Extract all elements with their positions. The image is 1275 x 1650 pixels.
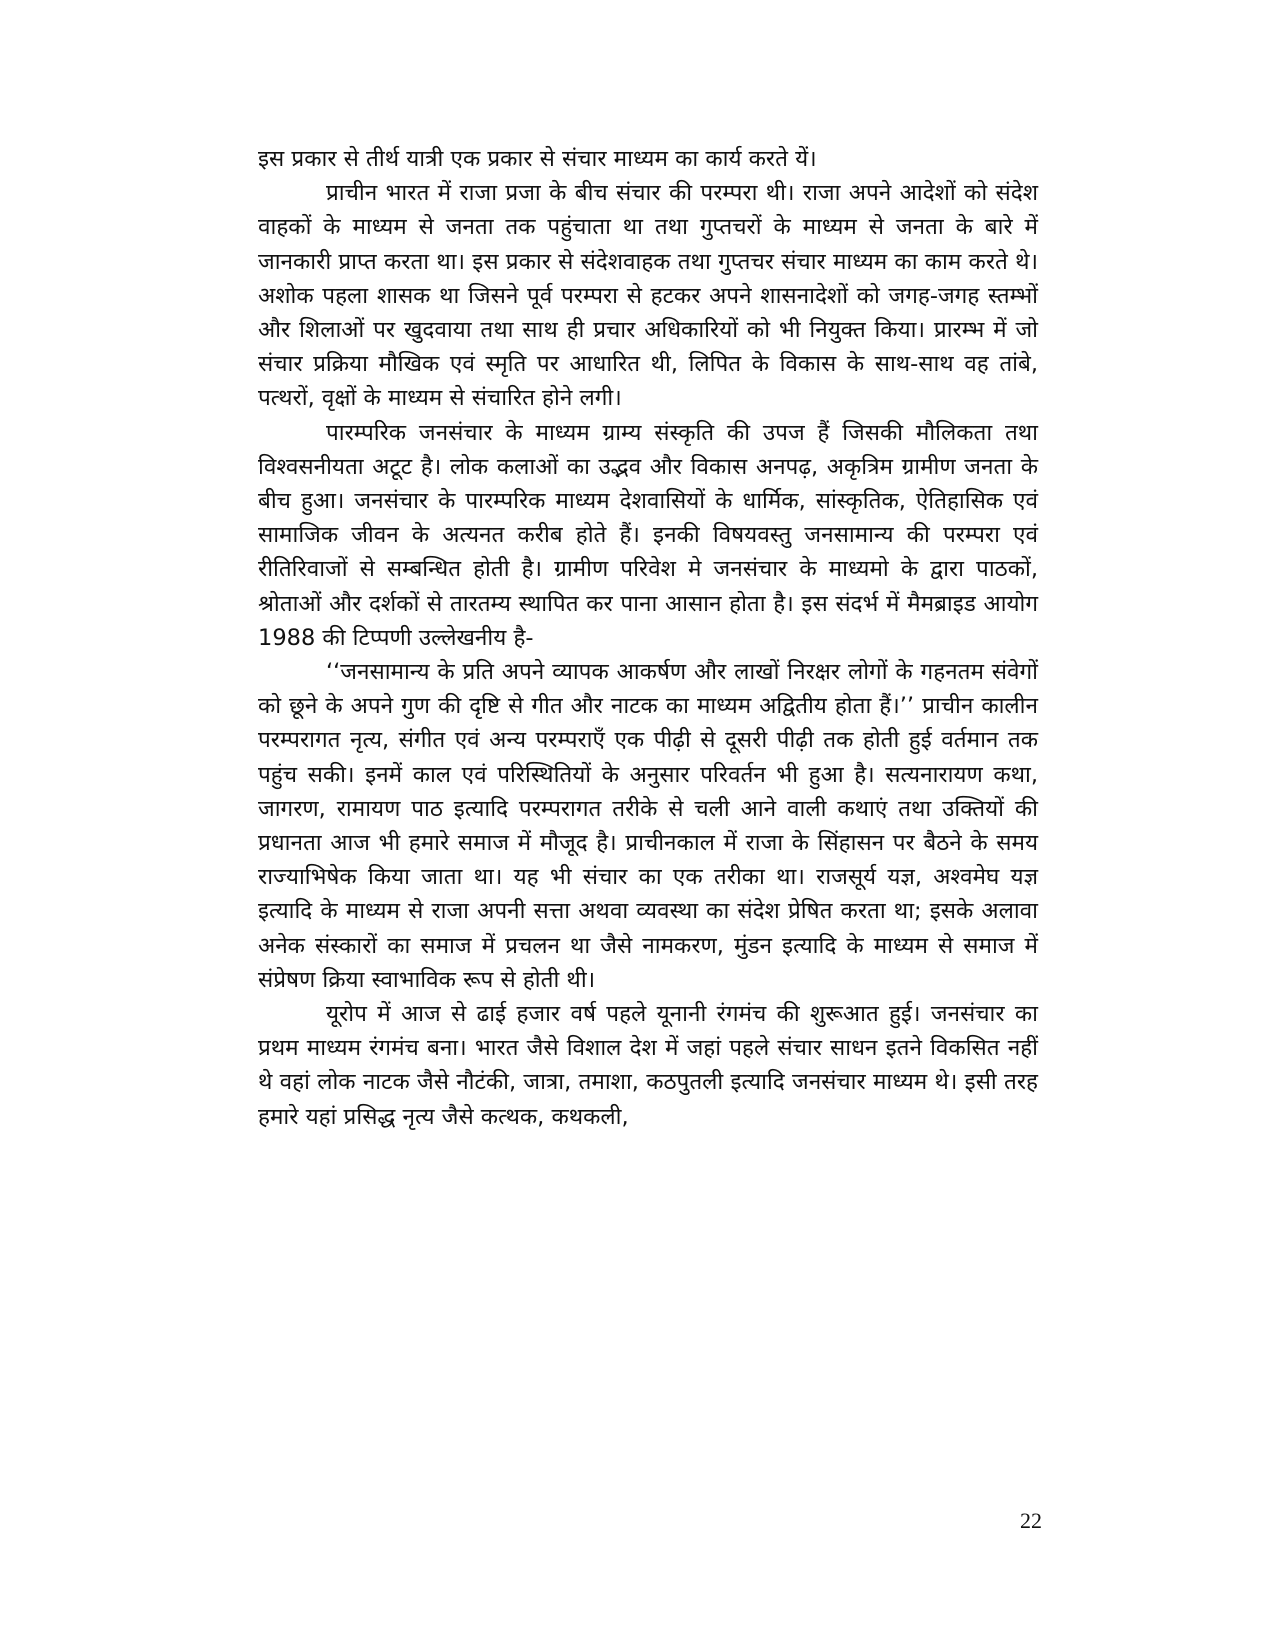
page-number: 22 [1020,1508,1042,1533]
paragraph-ancient-communication: प्राचीन भारत में राजा प्रजा के बीच संचार की परम्परा थी। राजा अपने आदेशों को संदेश वाहकों के माध्यम से जनता तक पहुंचाता था तथा गुप्तचरों के माध्यम से जनता के बारे में जानकारी प्राप्त करता था। इस प्रकार से संदेशवाहक तथा गुप्तचर संचार माध्यम का काम करते थे। अशोक पहला शासक था जिसने पूर्व परम्परा से हटकर अपने शासनादेशों को जगह-जगह स्तम्भों और शिलाओं पर खुदवाया तथा साथ ही प्रचार अधिकारियों को भी नियुक्त किया। प्रारम्भ में जो संचार प्रक्रिया मौखिक एवं स्मृति पर आधारित थी, लिपित के विकास के साथ-साथ वह तांबे, पत्थरों, वृक्षों के माध्यम से संचारित होने लगी। [258,180,1038,412]
paragraph-traditional-media: पारम्परिक जनसंचार के माध्यम ग्राम्य संस्कृति की उपज हैं जिसकी मौलिकता तथा विश्वसनीयता अटूट है। लोक कलाओं का उद्भव और विकास अनपढ़, अकृत्रिम ग्रामीण जनता के बीच हुआ। जनसंचार के पारम्परिक माध्यम देशवासियों के धार्मिक, सांस्कृतिक, ऐतिहासिक एवं सामाजिक जीवन के अत्यनत करीब होते हैं। इनकी विषयवस्तु जनसामान्य की परम्परा एवं रीतिरिवाजों से सम्बन्धित होती है। ग्रामीण परिवेश मे जनसंचार के माध्यमो के द्वारा पाठकों, श्रोताओं और दर्शकों से तारतम्य स्थापित कर पाना आसान होता है। इस संदर्भ में मैमब्राइड आयोग 1988 की टिप्पणी उल्लेखनीय है- [258,419,1038,651]
paragraph-quote: ‘‘जनसामान्य के प्रति अपने व्यापक आकर्षण और लाखों निरक्षर लोगों के गहनतम संवेगों को छूने के अपने गुण की दृष्टि से गीत और नाटक का माध्यम अद्वितीय होता हैं।’’ प्राचीन कालीन परम्परागत नृत्य, संगीत एवं अन्य परम्पराएँ एक पीढ़ी से दूसरी पीढ़ी तक होती हुई वर्तमान तक पहुंच सकी। इनमें काल एवं परिस्थितियों के अनुसार परिवर्तन भी हुआ है। सत्यनारायण कथा, जागरण, रामायण पाठ इत्यादि परम्परागत तरीके से चली आने वाली कथाएं तथा उक्तियों की प्रधानता आज भी हमारे समाज में मौजूद है। प्राचीनकाल में राजा के सिंहासन पर बैठने के समय राज्याभिषेक किया जाता था। यह भी संचार का एक तरीका था। राजसूर्य यज्ञ, अश्वमेघ यज्ञ इत्यादि के माध्यम से राजा अपनी सत्ता अथवा व्यवस्था का संदेश प्रेषित करता था; इसके अलावा अनेक संस्कारों का समाज में प्रचलन था जैसे नामकरण, मुंडन इत्यादि के माध्यम से समाज में संप्रेषण क्रिया स्वाभाविक रूप से होती थी। [258,659,1038,993]
paragraph-theatre: यूरोप में आज से ढाई हजार वर्ष पहले यूनानी रंगमंच की शुरूआत हुई। जनसंचार का प्रथम माध्यम रंगमंच बना। भारत जैसे विशाल देश में जहां पहले संचार साधन इतने विकसित नहीं थे वहां लोक नाटक जैसे नौटंकी, जात्रा, तमाशा, कठपुतली इत्यादि जनसंचार माध्यम थे। इसी तरह हमारे यहां प्रसिद्ध नृत्य जैसे कत्थक, कथकली, [258,1001,1038,1130]
page-body [258,142,1038,1134]
paragraph-continuation: इस प्रकार से तीर्थ यात्री एक प्रकार से संचार माध्यम का कार्य करते यें। [258,146,817,172]
